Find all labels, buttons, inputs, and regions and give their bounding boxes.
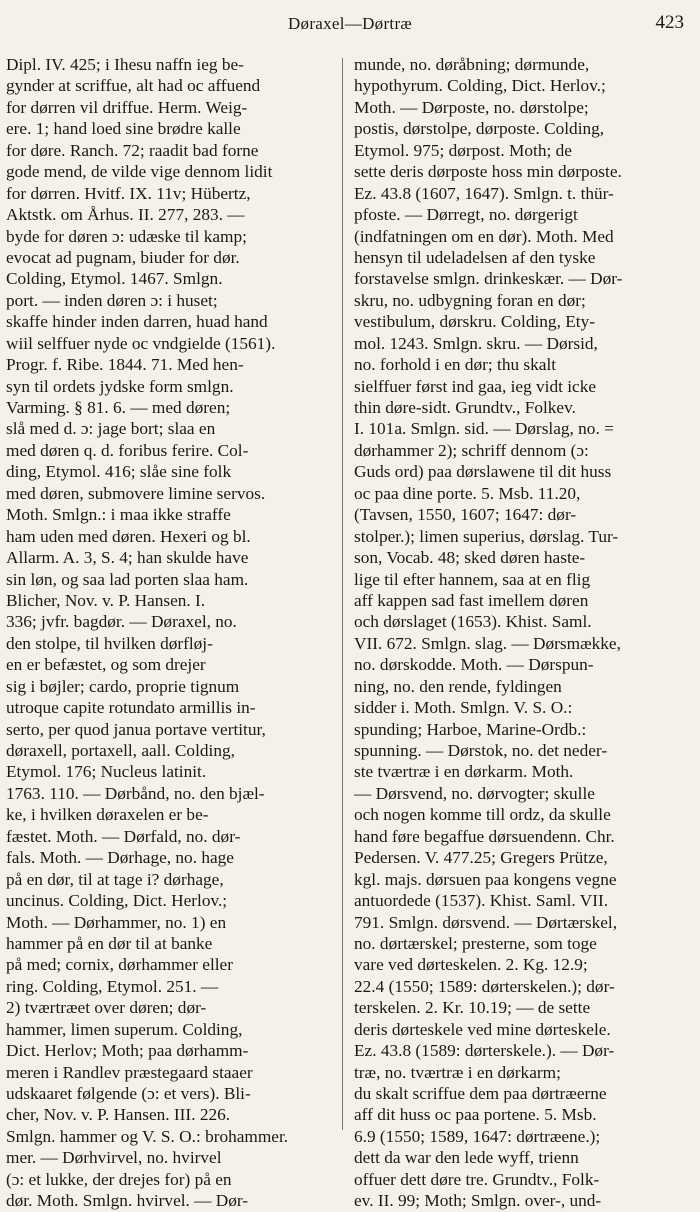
text-line: cher, Nov. v. P. Hansen. III. 226.: [6, 1105, 231, 1125]
text-line: no. dørskodde. Moth. — Dørspun-: [354, 655, 594, 675]
text-line: Dipl. IV. 425; i Ihesu naffn ieg be-: [6, 55, 244, 74]
text-line: slå med d. ɔ: jage bort; slaa en: [6, 419, 216, 439]
text-line: ere. 1; hand loed sine brødre kalle: [6, 119, 241, 139]
text-line: døraxell, portaxell, aall. Colding,: [6, 741, 235, 760]
text-line: sig i bøjler; cardo, proprie tignum: [6, 676, 240, 696]
text-line: du skalt scriffue dem paa dørtræerne: [354, 1084, 607, 1103]
running-title: Døraxel—Dørtræ: [287, 14, 413, 33]
text-line: træ, no. tværtræ i en dørkarm;: [354, 1062, 561, 1082]
text-line: (ɔ: et lukke, der drejes for) på en: [6, 1169, 232, 1189]
text-line: Ez. 43.8 (1607, 1647). Smlgn. t. thür-: [354, 183, 614, 203]
text-line: en er befæstet, og som drejer: [6, 655, 206, 675]
text-line: på med; cornix, dørhammer eller: [6, 955, 233, 975]
text-line: ke, i hvilken døraxelen er be-: [6, 805, 209, 825]
text-line: skru, no. udbygning foran en dør;: [354, 290, 586, 310]
text-line: syn til ordets jydske form smlgn.: [6, 376, 234, 396]
text-line: pfoste. — Dørregt, no. dørgerigt: [354, 205, 578, 225]
text-line: ring. Colding, Etymol. 251. —: [6, 976, 219, 996]
text-line: oc paa dine porte. 5. Msb. 11.20,: [354, 483, 581, 503]
text-line: Blicher, Nov. v. P. Hansen. I.: [6, 590, 206, 610]
text-line: stolper.); limen superius, dørslag. Tur-: [354, 526, 619, 546]
column-rule: [342, 58, 343, 1130]
text-line: evocat ad pugnam, biuder for dør.: [6, 247, 240, 267]
text-line: ev. II. 99; Moth; Smlgn. over-, und-: [354, 1191, 602, 1211]
text-line: Progr. f. Ribe. 1844. 71. Med hen-: [6, 355, 244, 375]
text-line: Smlgn. hammer og V. S. O.: brohammer.: [6, 1126, 289, 1146]
text-line: dett da war den lede wyff, trienn: [354, 1148, 579, 1168]
text-line: — Dørsvend, no. dørvogter; skulle: [354, 783, 595, 803]
text-line: på en dør, til at tage i? dørhage,: [6, 869, 224, 889]
text-line: spunding; Harboe, Marine-Ordb.:: [354, 719, 587, 739]
text-line: hammer, limen superum. Colding,: [6, 1019, 243, 1039]
text-line: 22.4 (1550; 1589: dørterskelen.); dør-: [354, 976, 615, 996]
text-line: vestibulum, dørskru. Colding, Ety-: [354, 312, 595, 332]
right-column: [354, 54, 686, 1212]
text-line: munde, no. døråbning; dørmunde,: [354, 55, 590, 74]
text-line: Etymol. 176; Nucleus latinit.: [6, 762, 207, 782]
text-line: deris dørteskele ved mine dørteskele.: [354, 1019, 611, 1039]
text-line: Pedersen. V. 477.25; Gregers Prütze,: [354, 848, 608, 868]
text-line: Etymol. 975; dørpost. Moth; de: [354, 140, 572, 160]
text-line: 2) tværtræet over døren; dør-: [6, 998, 207, 1018]
text-line: antuordede (1537). Khist. Saml. VII.: [354, 891, 609, 911]
page-number: 423: [655, 12, 684, 33]
text-line: I. 101a. Smlgn. sid. — Dørslag, no. =: [354, 419, 614, 439]
text-line: son, Vocab. 48; sked døren haste-: [354, 548, 586, 568]
text-line: meren i Randlev præstegaard staaer: [6, 1062, 253, 1082]
text-line: for døre. Ranch. 72; raadit bad forne: [6, 140, 259, 160]
text-line: Aktstk. om Århus. II. 277, 283. —: [6, 205, 245, 225]
text-line: Moth. Smlgn.: i maa ikke straffe: [6, 505, 231, 525]
text-line: ding, Etymol. 416; slåe sine folk: [6, 462, 232, 482]
text-line: no. forhold i en dør; thu skalt: [354, 355, 557, 375]
text-line: med døren q. d. foribus ferire. Col-: [6, 440, 249, 460]
text-line: sielffuer først ind gaa, ieg vidt icke: [354, 376, 597, 396]
text-line: serto, per quod janua portave vertitur,: [6, 719, 266, 739]
text-line: for dørren vil driffue. Herm. Weig-: [6, 97, 248, 117]
text-line: hammer på en dør til at banke: [6, 933, 213, 953]
text-line: 791. Smlgn. dørsvend. — Dørtærskel,: [354, 912, 618, 932]
text-line: dørhammer 2); schriff dennom (ɔ:: [354, 440, 589, 460]
text-line: (indfatningen om en dør). Moth. Med: [354, 226, 614, 246]
text-line: den stolpe, til hvilken dørfløj-: [6, 633, 213, 653]
text-line: Guds ord) paa dørslawene til dit huss: [354, 462, 612, 482]
text-line: Colding, Etymol. 1467. Smlgn.: [6, 269, 223, 289]
text-line: no. dørtærskel; presterne, som toge: [354, 933, 597, 953]
text-line: 336; jvfr. bagdør. — Døraxel, no.: [6, 612, 237, 632]
left-column: [6, 54, 332, 1212]
text-line: skaffe hinder inden darren, huad hand: [6, 312, 268, 332]
text-line: Moth. — Dørhammer, no. 1) en: [6, 912, 227, 932]
text-line: mer. — Dørhvirvel, no. hvirvel: [6, 1148, 222, 1168]
text-line: wiil selffuer nyde oc vndgielde (1561).: [6, 333, 276, 353]
text-line: byde for døren ɔ: udæske til kamp;: [6, 226, 247, 246]
text-line: 1763. 110. — Dørbånd, no. den bjæl-: [6, 783, 265, 803]
text-line: thin døre-sidt. Grundtv., Folkev.: [354, 398, 576, 417]
text-line: ning, no. den rende, fyldingen: [354, 676, 562, 696]
text-line: port. — inden døren ɔ: i huset;: [6, 290, 218, 310]
text-line: Varming. § 81. 6. — med døren;: [6, 398, 231, 417]
text-line: och dørslaget (1653). Khist. Saml.: [354, 612, 592, 632]
text-line: dør. Moth. Smlgn. hvirvel. — Dør-: [6, 1191, 249, 1211]
text-line: for dørren. Hvitf. IX. 11v; Hübertz,: [6, 183, 251, 203]
running-head: [0, 10, 700, 40]
text-line: kgl. majs. dørsuen paa kongens vegne: [354, 869, 617, 889]
text-line: lige til efter hannem, saa at en flig: [354, 569, 591, 589]
text-line: och nogen komme till ordz, da skulle: [354, 805, 611, 825]
text-line: fæstet. Moth. — Dørfald, no. dør-: [6, 826, 241, 846]
text-line: med døren, submovere limine servos.: [6, 483, 266, 503]
text-line: ham uden med døren. Hexeri og bl.: [6, 526, 251, 546]
text-line: uncinus. Colding, Dict. Herlov.;: [6, 891, 228, 911]
text-line: fals. Moth. — Dørhage, no. hage: [6, 848, 234, 868]
text-line: hensyn til udeladelsen af den tyske: [354, 247, 596, 267]
text-line: VII. 672. Smlgn. slag. — Dørsmække,: [354, 633, 621, 653]
text-line: gode mend, de vilde vige dennom lidit: [6, 162, 273, 182]
text-line: udskaaret følgende (ɔ: et vers). Bli-: [6, 1084, 251, 1103]
text-line: terskelen. 2. Kr. 10.19; — de sette: [354, 998, 591, 1018]
text-line: aff kappen sad fast imellem døren: [354, 590, 589, 610]
text-line: ste tværtræ i en dørkarm. Moth.: [354, 762, 574, 782]
text-line: Dict. Herlov; Moth; paa dørhamm-: [6, 1041, 249, 1061]
text-line: hand føre begaffue dørsuendenn. Chr.: [354, 826, 615, 846]
text-line: 6.9 (1550; 1589, 1647: dørtræene.);: [354, 1126, 601, 1146]
text-line: postis, dørstolpe, dørposte. Colding,: [354, 119, 605, 139]
text-line: offuer dett døre tre. Grundtv., Folk-: [354, 1169, 600, 1189]
text-line: spunning. — Dørstok, no. det neder-: [354, 741, 608, 760]
text-line: hypothyrum. Colding, Dict. Herlov.;: [354, 76, 606, 96]
text-line: sin løn, og saa lad porten slaa ham.: [6, 569, 249, 589]
text-line: Ez. 43.8 (1589: dørterskele.). — Dør-: [354, 1041, 615, 1061]
text-line: gynder at scriffue, alt had oc affuend: [6, 76, 261, 96]
text-line: forstavelse smlgn. drinkeskær. — Dør-: [354, 269, 623, 289]
text-line: mol. 1243. Smlgn. skru. — Dørsid,: [354, 333, 598, 353]
text-line: sidder i. Moth. Smlgn. V. S. O.:: [354, 698, 573, 718]
text-line: (Tavsen, 1550, 1607; 1647: dør-: [354, 505, 577, 525]
text-line: Allarm. A. 3, S. 4; han skulde have: [6, 548, 249, 568]
text-line: aff dit huss oc paa portene. 5. Msb.: [354, 1105, 597, 1125]
text-line: vare ved dørteskelen. 2. Kg. 12.9;: [354, 955, 588, 975]
text-line: Moth. — Dørposte, no. dørstolpe;: [354, 97, 589, 117]
text-line: utroque capite rotundato armillis in-: [6, 698, 256, 718]
text-line: sette deris dørposte hoss min dørposte.: [354, 162, 622, 182]
